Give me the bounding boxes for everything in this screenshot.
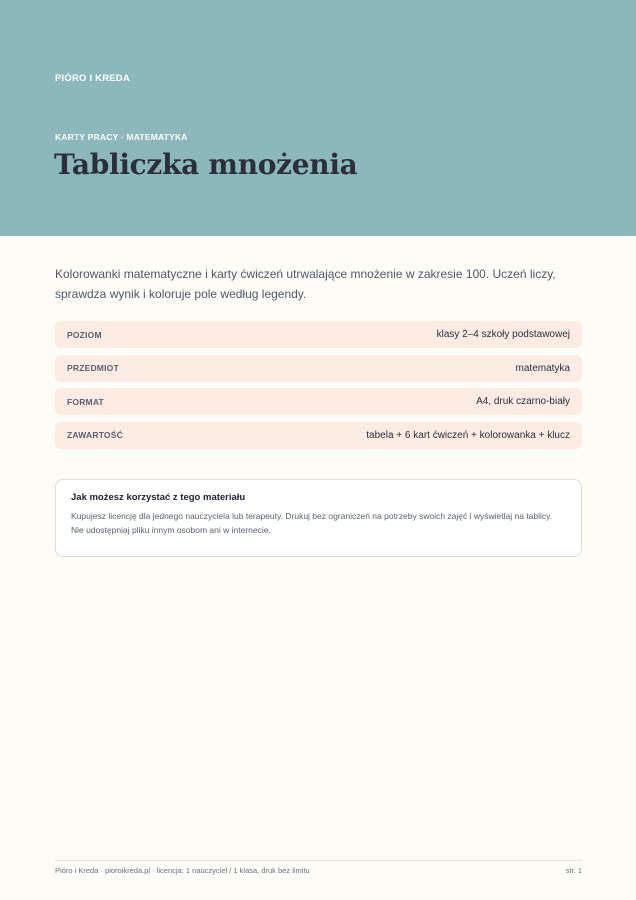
meta-label: PRZEDMIOT	[67, 363, 119, 373]
notice-text: Kupujesz licencję dla jednego nauczyciela lub terapeuty. Drukuj bez ograniczeń na potrzeby swoich zajęć i wyświetlaj na tablicy. Nie udostępniaj pliku innym osobom ani w internecie.	[71, 511, 553, 535]
page-number: str. 1	[565, 866, 582, 875]
notice-title: Jak możesz korzystać z tego materiału	[71, 492, 246, 503]
intro-text: Kolorowanki matematyczne i karty ćwiczeń utrwalające mnożenie w zakresie 100. Uczeń liczy, sprawdza wynik i koloruje pole według legendy.	[55, 267, 556, 301]
meta-value: A4, druk czarno-biały	[476, 396, 570, 407]
page-title: Tabliczka mnożenia	[54, 148, 358, 181]
category-kicker: KARTY PRACY · MATEMATYKA	[55, 132, 188, 142]
meta-value: klasy 2–4 szkoły podstawowej	[436, 329, 570, 340]
meta-table	[55, 321, 582, 455]
license-notice	[55, 479, 582, 557]
footer-divider	[55, 860, 582, 861]
meta-row-subject	[55, 355, 582, 382]
meta-value: matematyka	[515, 362, 570, 374]
header-banner	[0, 0, 636, 236]
meta-label: ZAWARTOŚĆ	[67, 430, 123, 440]
meta-row-format	[55, 388, 582, 415]
brand-name: PIÓRO I KREDA	[55, 73, 130, 84]
meta-row-contents	[55, 422, 582, 449]
footer-info: Pióro i Kreda · pioroikreda.pl · licencja: 1 nauczyciel / 1 klasa, druk bez limitu	[55, 866, 310, 875]
meta-value: tabela + 6 kart ćwiczeń + kolorowanka + klucz	[366, 429, 570, 441]
meta-label: FORMAT	[67, 396, 104, 407]
meta-row-level	[55, 321, 582, 348]
meta-label: POZIOM	[67, 329, 102, 340]
